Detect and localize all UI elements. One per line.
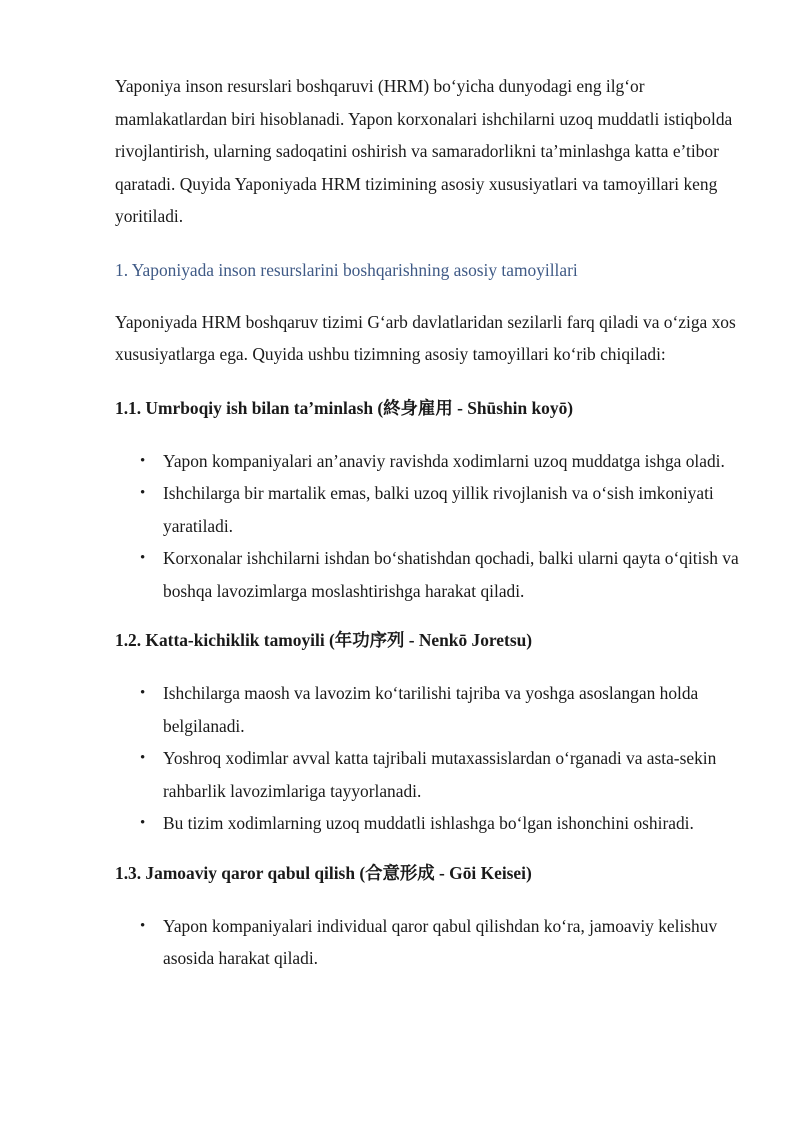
bullet-icon: • — [140, 917, 146, 934]
list-item-text: Yoshroq xodimlar avval katta tajribali mutaxassislardan o‘rganadi va asta-sekin rahbarlik lavozimlariga tayyorlanadi. — [163, 748, 717, 801]
bullet-icon: • — [140, 485, 146, 501]
intro-paragraph: Yaponiya inson resurslari boshqaruvi (HRM) bo‘yicha dunyodagi eng ilg‘or mamlakatlardan biri hisoblanadi. Yapon korxonalari ishchilarni uzoq muddatli istiqbolda rivojlantirish, ularning sadoqatini oshirish va samaradorlikni ta’minlashga katta e’tibor qaratadi. Quyida Yaponiyada HRM tizimining asosiy xususiyatlari va tamoyillari keng yoritiladi. — [115, 76, 733, 226]
list-item-text: Bu tizim xodimlarning uzoq muddatli ishlashga bo‘lgan ishonchini oshiradi. — [163, 813, 694, 833]
list-item — [115, 910, 747, 975]
list-item — [115, 807, 747, 840]
document-page — [115, 70, 747, 975]
bullet-icon: • — [140, 550, 146, 566]
list-item-text: Korxonalar ishchilarni ishdan bo‘shatishdan qochadi, balki ularni qayta o‘qitish va boshqa lavozimlarga moslashtirishga harakat qiladi. — [163, 548, 739, 601]
bullet-icon: • — [140, 452, 146, 469]
subsection-heading: 1.2. Katta-kichiklik tamoyili (年功序列 - Nenkō Joretsu) — [115, 630, 533, 650]
list-item-text: Yapon kompaniyalari individual qaror qabul qilishdan ko‘ra, jamoaviy kelishuv asosida harakat qiladi. — [163, 915, 718, 968]
subsection-heading: 1.3. Jamoaviy qaror qabul qilish (合意形成 - Gōi Keisei) — [115, 862, 532, 883]
bullet-icon: • — [140, 815, 146, 831]
section-intro-paragraph: Yaponiyada HRM boshqaruv tizimi G‘arb davlatlaridan sezilarli farq qiladi va o‘ziga xos xususiyatlarga ega. Quyida ushbu tizimning asosiy tamoyillari ko‘rib chiqiladi: — [115, 311, 736, 364]
list-item — [115, 477, 747, 542]
bullet-icon: • — [140, 750, 146, 766]
bullet-icon: • — [140, 685, 146, 701]
subsection-heading: 1.1. Umrboqiy ish bilan ta’minlash (終身雇用 - Shūshin koyō) — [115, 397, 574, 418]
list-item-text: Yapon kompaniyalari an’anaviy ravishda xodimlarni uzoq muddatga ishga oladi. — [163, 450, 725, 471]
list-item — [115, 542, 747, 607]
section-heading: 1. Yaponiyada inson resurslarini boshqarishning asosiy tamoyillari — [115, 259, 578, 280]
subsection-1-2 — [115, 625, 747, 840]
list-item — [115, 677, 747, 742]
bullet-list — [115, 910, 747, 975]
list-item — [115, 742, 747, 807]
list-item-text: Ishchilarga maosh va lavozim ko‘tarilishi tajriba va yoshga asoslangan holda belgilanadi. — [163, 683, 699, 736]
subsection-1-1 — [115, 393, 747, 608]
list-item-text: Ishchilarga bir martalik emas, balki uzoq yillik rivojlanish va o‘sish imkoniyati yaratiladi. — [163, 483, 714, 536]
bullet-list — [115, 677, 747, 840]
list-item — [115, 445, 747, 478]
subsection-1-3 — [115, 858, 747, 975]
bullet-list — [115, 445, 747, 608]
